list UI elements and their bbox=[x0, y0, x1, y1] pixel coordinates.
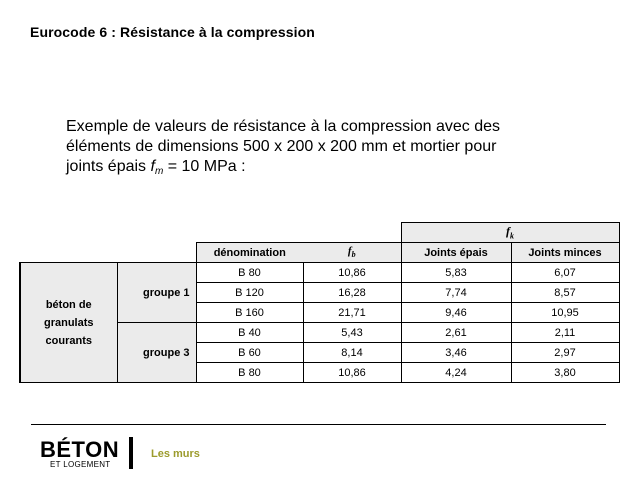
cell-fb: 8,14 bbox=[303, 343, 401, 363]
compression-table bbox=[19, 222, 620, 383]
cell-joints-minces: 8,57 bbox=[511, 283, 619, 303]
logo-bar bbox=[129, 437, 133, 469]
cell-denomination: B 120 bbox=[196, 283, 303, 303]
footer-divider bbox=[31, 424, 606, 425]
material-cell: béton de granulats courants bbox=[20, 263, 117, 383]
cell-joints-epais: 3,46 bbox=[401, 343, 511, 363]
cell-fb: 10,86 bbox=[303, 263, 401, 283]
cell-fb: 21,71 bbox=[303, 303, 401, 323]
fk-header: $f_k$ bbox=[401, 223, 619, 243]
cell-joints-minces: 6,07 bbox=[511, 263, 619, 283]
cell-joints-minces: 2,97 bbox=[511, 343, 619, 363]
cell-fb: 16,28 bbox=[303, 283, 401, 303]
intro-line-3: joints épais $f_m = 10$ MPa : bbox=[66, 158, 246, 177]
cell-fb: 10,86 bbox=[303, 363, 401, 383]
logo-subtitle: ET LOGEMENT bbox=[50, 460, 111, 469]
intro-text bbox=[66, 117, 586, 182]
intro-line-1: Exemple de valeurs de résistance à la compression avec des bbox=[66, 118, 500, 135]
cell-joints-epais: 9,46 bbox=[401, 303, 511, 323]
section-label: Les murs bbox=[151, 448, 200, 460]
table-row bbox=[20, 263, 619, 283]
group-label-1: groupe 1 bbox=[117, 263, 196, 323]
group-label-3: groupe 3 bbox=[117, 323, 196, 383]
logo-title: BÉTON bbox=[40, 437, 120, 462]
cell-denomination: B 60 bbox=[196, 343, 303, 363]
cell-joints-minces: 3,80 bbox=[511, 363, 619, 383]
col-header-joints-minces: Joints minces bbox=[511, 243, 619, 263]
header-row-fk bbox=[20, 223, 619, 243]
header-row-columns bbox=[20, 243, 619, 263]
cell-joints-minces: 10,95 bbox=[511, 303, 619, 323]
cell-joints-epais: 4,24 bbox=[401, 363, 511, 383]
cell-denomination: B 40 bbox=[196, 323, 303, 343]
intro-line-2: éléments de dimensions 500 x 200 x 200 mm et mortier pour bbox=[66, 138, 497, 155]
col-header-fb: $f_b$ bbox=[303, 243, 401, 263]
col-header-joints-epais: Joints épais bbox=[401, 243, 511, 263]
cell-denomination: B 80 bbox=[196, 263, 303, 283]
cell-joints-epais: 5,83 bbox=[401, 263, 511, 283]
col-header-denomination: dénomination bbox=[196, 243, 303, 263]
fm-symbol: $f_m$ bbox=[150, 158, 164, 177]
cell-denomination: B 160 bbox=[196, 303, 303, 323]
slide-title: Eurocode 6 : Résistance à la compression bbox=[30, 24, 315, 40]
cell-joints-epais: 7,74 bbox=[401, 283, 511, 303]
cell-denomination: B 80 bbox=[196, 363, 303, 383]
cell-joints-epais: 2,61 bbox=[401, 323, 511, 343]
cell-joints-minces: 2,11 bbox=[511, 323, 619, 343]
cell-fb: 5,43 bbox=[303, 323, 401, 343]
